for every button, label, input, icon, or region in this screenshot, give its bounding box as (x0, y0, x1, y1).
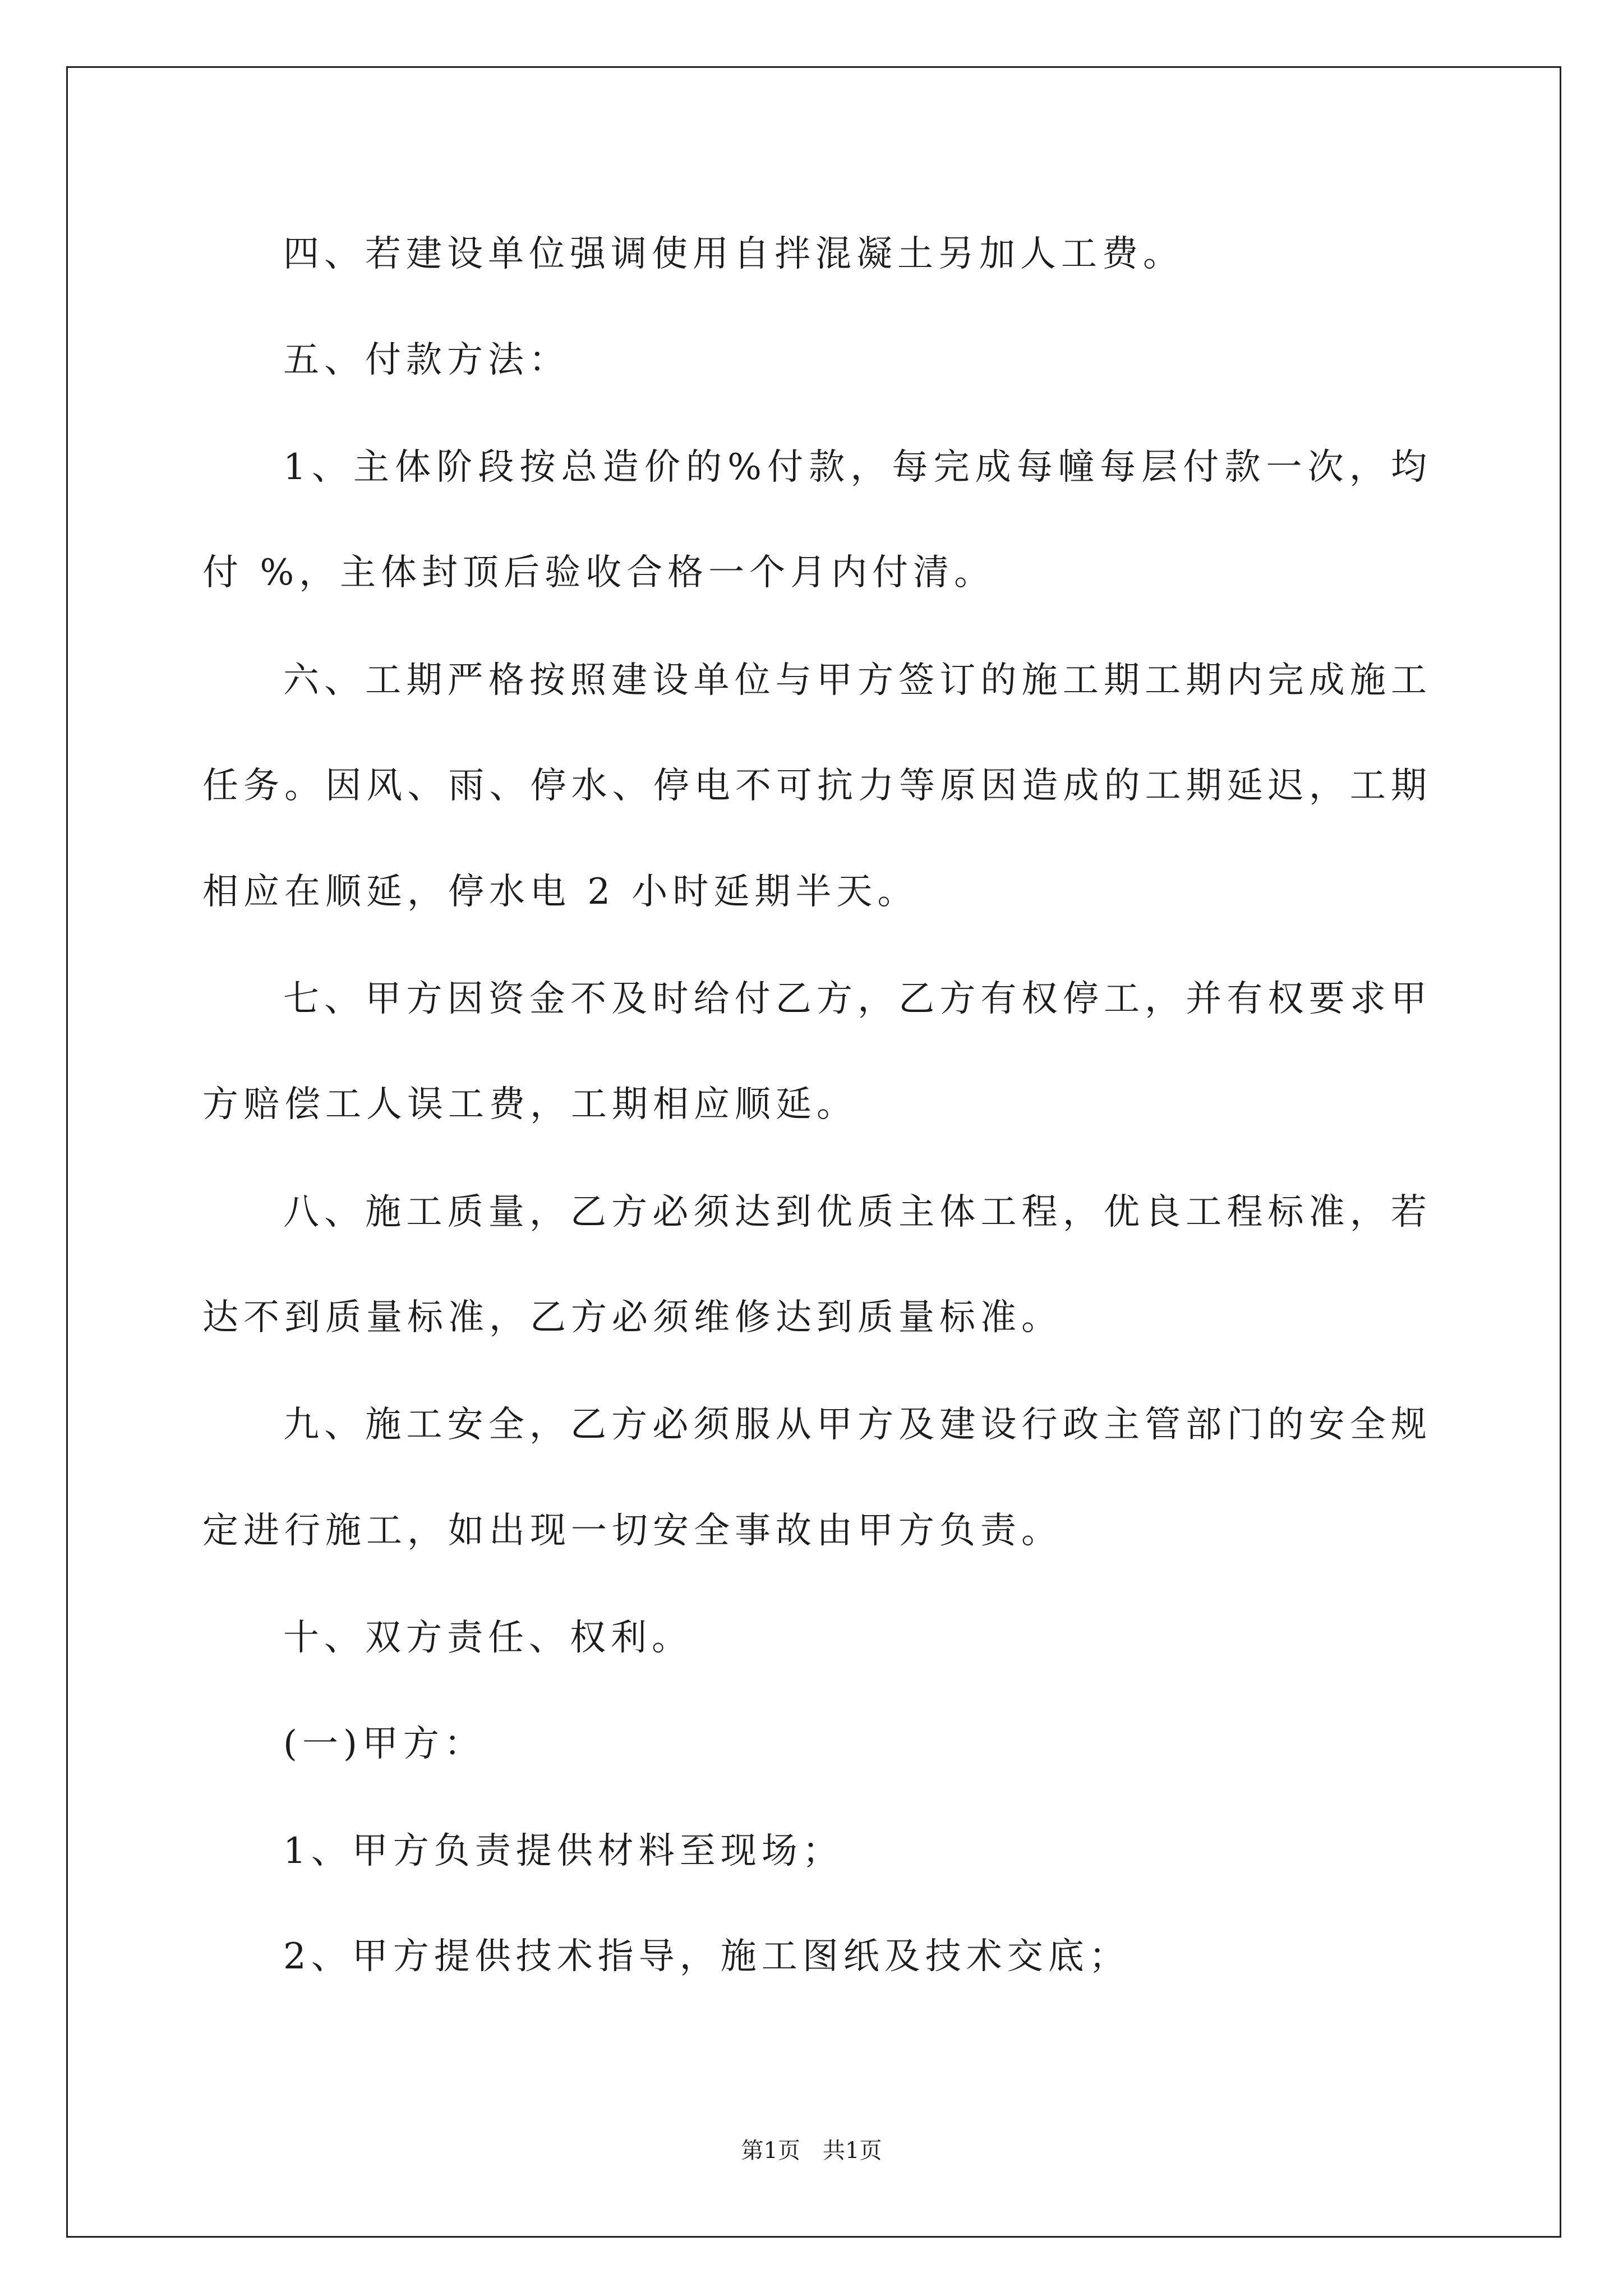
paragraph-line: 达不到质量标准，乙方必须维修达到质量标准。 (202, 1297, 1062, 1338)
paragraph-line: 方赔偿工人误工费，工期相应顺延。 (202, 1084, 857, 1125)
paragraph-line: 任务。因风、雨、停水、停电不可抗力等原因造成的工期延迟，工期 (202, 765, 1432, 807)
paragraph-line: 九、施工安全，乙方必须服从甲方及建设行政主管部门的安全规 (283, 1404, 1432, 1446)
paragraph-line: (一)甲方： (283, 1723, 485, 1765)
paragraph-line: 付 %，主体封顶后验收合格一个月内付清。 (202, 552, 995, 593)
paragraph-line: 五、付款方法： (283, 339, 570, 381)
page-footer: 第1页 共1页 (741, 2138, 882, 2164)
paragraph-line: 定进行施工，如出现一切安全事故由甲方负责。 (202, 1510, 1062, 1552)
paragraph-line: 八、施工质量，乙方必须达到优质主体工程，优良工程标准，若 (283, 1191, 1432, 1233)
paragraph-line: 1、甲方负责提供材料至现场； (283, 1830, 843, 1872)
page-border (66, 66, 1561, 2238)
paragraph-line: 2、甲方提供技术指导，施工图纸及技术交底； (283, 1936, 1130, 1977)
paragraph-line: 十、双方责任、权利。 (283, 1617, 693, 1659)
paragraph-line: 六、工期严格按照建设单位与甲方签订的施工期工期内完成施工 (283, 660, 1432, 701)
paragraph-line: 相应在顺延，停水电 2 小时延期半天。 (202, 871, 919, 913)
paragraph-line: 七、甲方因资金不及时给付乙方，乙方有权停工，并有权要求甲 (283, 978, 1432, 1020)
paragraph-line: 1、主体阶段按总造价的%付款，每完成每幢每层付款一次，均 (283, 447, 1432, 488)
paragraph-line: 四、若建设单位强调使用自拌混凝土另加人工费。 (283, 233, 1184, 275)
